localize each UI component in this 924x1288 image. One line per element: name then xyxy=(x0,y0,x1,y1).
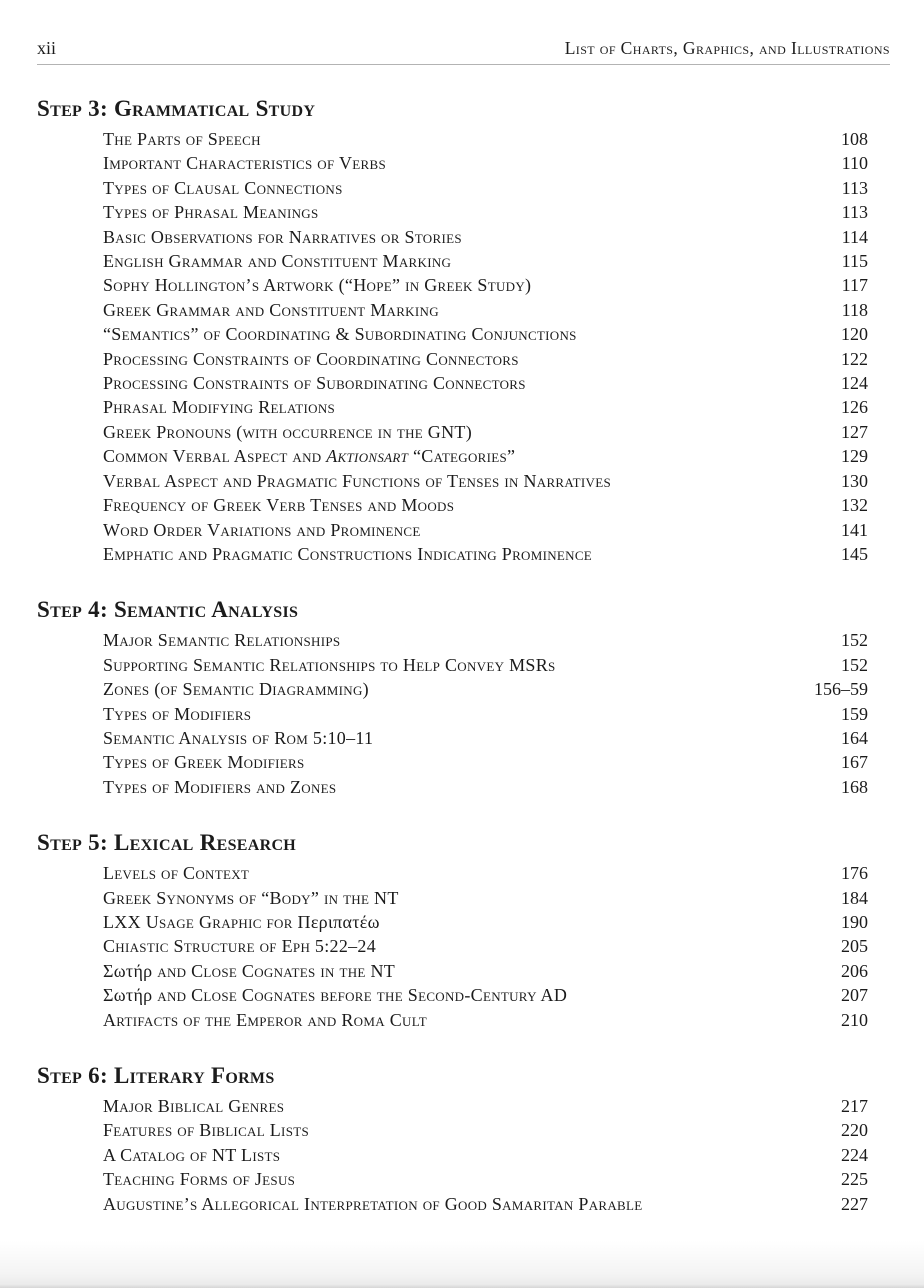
toc-section xyxy=(37,596,868,799)
page-edge-shadow xyxy=(0,1240,924,1288)
toc-entry xyxy=(103,493,868,517)
entry-title: Features of Biblical Lists xyxy=(103,1120,309,1141)
toc-entry xyxy=(103,702,868,726)
entry-title: Types of Clausal Connections xyxy=(103,177,343,198)
entry-page-number: 124 xyxy=(841,373,868,394)
entry-page-number: 145 xyxy=(841,543,868,564)
toc-entry xyxy=(103,934,868,958)
toc-entry xyxy=(103,225,868,249)
entry-page-number: 152 xyxy=(841,654,868,675)
entry-page-number: 168 xyxy=(841,776,868,797)
title-text: and Close Cognates before the Second-Century AD xyxy=(152,985,568,1006)
greek-term: Σωτήρ xyxy=(103,985,153,1006)
entry-title: The Parts of Speech xyxy=(103,129,261,149)
toc-entry xyxy=(103,518,868,542)
entry-title: Supporting Semantic Relationships to Help Convey MSRs xyxy=(103,654,556,675)
entry-title: Zones (of Semantic Diagramming) xyxy=(103,679,369,700)
entry-title: “Semantics” of Coordinating & Subordinating Conjunctions xyxy=(103,324,577,345)
toc-entry xyxy=(103,273,868,297)
toc-section xyxy=(37,95,868,566)
entry-title: Major Biblical Genres xyxy=(103,1096,285,1116)
entry-title: Chiastic Structure of Eph 5:22–24 xyxy=(103,936,377,957)
entry-title: Phrasal Modifying Relations xyxy=(103,397,336,418)
entry-page-number: 225 xyxy=(841,1169,868,1190)
entry-page-number: 141 xyxy=(841,519,868,540)
title-text: LXX Usage Graphic for xyxy=(103,911,298,932)
folio-number: xii xyxy=(37,38,57,58)
toc-entry xyxy=(103,726,868,750)
entry-title: A Catalog of NT Lists xyxy=(103,1144,281,1165)
toc-entry xyxy=(103,395,868,419)
entry-title: Teaching Forms of Jesus xyxy=(103,1169,296,1190)
entry-page-number: 217 xyxy=(841,1096,868,1116)
entry-page-number: 207 xyxy=(841,985,868,1006)
entry-page-number: 118 xyxy=(841,299,868,320)
entry-page-number: 127 xyxy=(841,421,868,442)
entry-title: Augustine’s Allegorical Interpretation of Good Samaritan Parable xyxy=(103,1193,643,1214)
entry-page-number: 130 xyxy=(841,470,868,491)
entry-title: Levels of Context xyxy=(103,863,250,884)
entry-page-number: 126 xyxy=(841,397,868,418)
entry-title: Word Order Variations and Prominence xyxy=(103,519,421,540)
entry-page-number: 114 xyxy=(841,226,868,247)
toc-entry xyxy=(103,677,868,701)
entry-title: Processing Constraints of Coordinating Connectors xyxy=(103,348,519,369)
toc-entry xyxy=(103,775,868,799)
entry-page-number: 224 xyxy=(841,1144,868,1165)
list-of-charts-toc xyxy=(37,95,890,1216)
entry-title: Important Characteristics of Verbs xyxy=(103,153,386,174)
entry-title: Artifacts of the Emperor and Roma Cult xyxy=(103,1009,427,1030)
entry-title xyxy=(103,983,567,1007)
entry-title: Processing Constraints of Subordinating Connectors xyxy=(103,373,526,394)
section-entries xyxy=(103,628,868,799)
toc-entry xyxy=(103,371,868,395)
entry-title xyxy=(103,444,515,468)
toc-entry xyxy=(103,176,868,200)
toc-entry xyxy=(103,542,868,566)
page-header xyxy=(37,38,890,65)
toc-entry xyxy=(103,1094,868,1118)
entry-title: Major Semantic Relationships xyxy=(103,630,341,651)
toc-entry xyxy=(103,298,868,322)
section-entries xyxy=(103,861,868,1032)
section-heading: Step 5: Lexical Research xyxy=(37,830,297,856)
entry-page-number: 108 xyxy=(841,129,868,149)
greek-term: Περιπατέω xyxy=(297,911,380,932)
toc-entry xyxy=(103,1008,868,1032)
section-heading: Step 6: Literary Forms xyxy=(37,1063,275,1088)
entry-page-number: 220 xyxy=(841,1120,868,1141)
toc-entry xyxy=(103,249,868,273)
toc-entry xyxy=(103,1167,868,1191)
section-heading: Step 3: Grammatical Study xyxy=(37,96,316,121)
entry-page-number: 176 xyxy=(841,863,868,884)
toc-entry xyxy=(103,1118,868,1142)
entry-title: Semantic Analysis of Rom 5:10–11 xyxy=(103,727,374,748)
running-header-title: List of Charts, Graphics, and Illustrations xyxy=(564,38,890,58)
title-text: and Close Cognates in the NT xyxy=(152,960,396,981)
entry-page-number: 184 xyxy=(841,887,868,908)
greek-term: Σωτήρ xyxy=(103,960,153,981)
entry-page-number: 117 xyxy=(841,275,868,296)
entry-title: Frequency of Greek Verb Tenses and Moods xyxy=(103,495,455,516)
toc-entry xyxy=(103,200,868,224)
toc-entry xyxy=(103,444,868,468)
toc-entry xyxy=(103,1143,868,1167)
toc-entry xyxy=(103,886,868,910)
entry-page-number: 210 xyxy=(841,1009,868,1030)
entry-page-number: 205 xyxy=(841,936,868,957)
toc-entry xyxy=(103,959,868,983)
title-text: Common Verbal Aspect and xyxy=(103,446,327,467)
entry-page-number: 110 xyxy=(841,153,868,174)
toc-entry xyxy=(103,322,868,346)
toc-entry xyxy=(103,983,868,1007)
entry-page-number: 190 xyxy=(841,911,868,932)
entry-title: Verbal Aspect and Pragmatic Functions of Tenses in Narratives xyxy=(103,470,611,491)
entry-page-number: 132 xyxy=(841,495,868,516)
toc-section xyxy=(37,829,868,1032)
entry-page-number: 156–59 xyxy=(814,679,868,700)
toc-entry xyxy=(103,653,868,677)
entry-title: Basic Observations for Narratives or Stories xyxy=(103,226,462,247)
italic-term: Aktionsart xyxy=(326,446,409,467)
entry-title: Types of Phrasal Meanings xyxy=(103,202,319,223)
section-heading: Step 4: Semantic Analysis xyxy=(37,597,299,623)
entry-title: Emphatic and Pragmatic Constructions Indicating Prominence xyxy=(103,543,593,564)
toc-entry xyxy=(103,1192,868,1216)
entry-title: Types of Modifiers and Zones xyxy=(103,776,337,797)
entry-title: Sophy Hollington’s Artwork (“Hope” in Greek Study) xyxy=(103,275,532,296)
toc-section xyxy=(37,1062,868,1216)
toc-entry xyxy=(103,420,868,444)
entry-page-number: 152 xyxy=(841,630,868,651)
entry-title: Types of Modifiers xyxy=(103,703,252,724)
entry-title: Greek Grammar and Constituent Marking xyxy=(103,299,439,320)
toc-entry xyxy=(103,910,868,934)
entry-page-number: 129 xyxy=(841,446,868,467)
section-entries xyxy=(103,1094,868,1216)
toc-entry xyxy=(103,347,868,371)
entry-page-number: 122 xyxy=(841,348,868,369)
toc-entry xyxy=(103,127,868,151)
entry-title: Types of Greek Modifiers xyxy=(103,752,305,773)
entry-title: Greek Pronouns (with occurrence in the GNT) xyxy=(103,421,472,442)
entry-page-number: 206 xyxy=(841,960,868,981)
entry-title: English Grammar and Constituent Marking xyxy=(103,251,452,272)
entry-page-number: 227 xyxy=(841,1193,868,1214)
toc-entry xyxy=(103,469,868,493)
entry-title: Greek Synonyms of “Body” in the NT xyxy=(103,887,399,908)
entry-page-number: 115 xyxy=(841,251,868,272)
entry-page-number: 159 xyxy=(841,703,868,724)
toc-entry xyxy=(103,151,868,175)
entry-page-number: 164 xyxy=(841,727,868,748)
entry-title xyxy=(103,910,380,934)
entry-page-number: 167 xyxy=(841,752,868,773)
entry-page-number: 113 xyxy=(841,202,868,223)
entry-page-number: 120 xyxy=(841,324,868,345)
toc-entry xyxy=(103,628,868,652)
entry-title xyxy=(103,959,395,983)
toc-entry xyxy=(103,750,868,774)
section-entries xyxy=(103,127,868,566)
entry-page-number: 113 xyxy=(841,177,868,198)
title-text: “Categories” xyxy=(408,446,516,467)
toc-entry xyxy=(103,861,868,885)
